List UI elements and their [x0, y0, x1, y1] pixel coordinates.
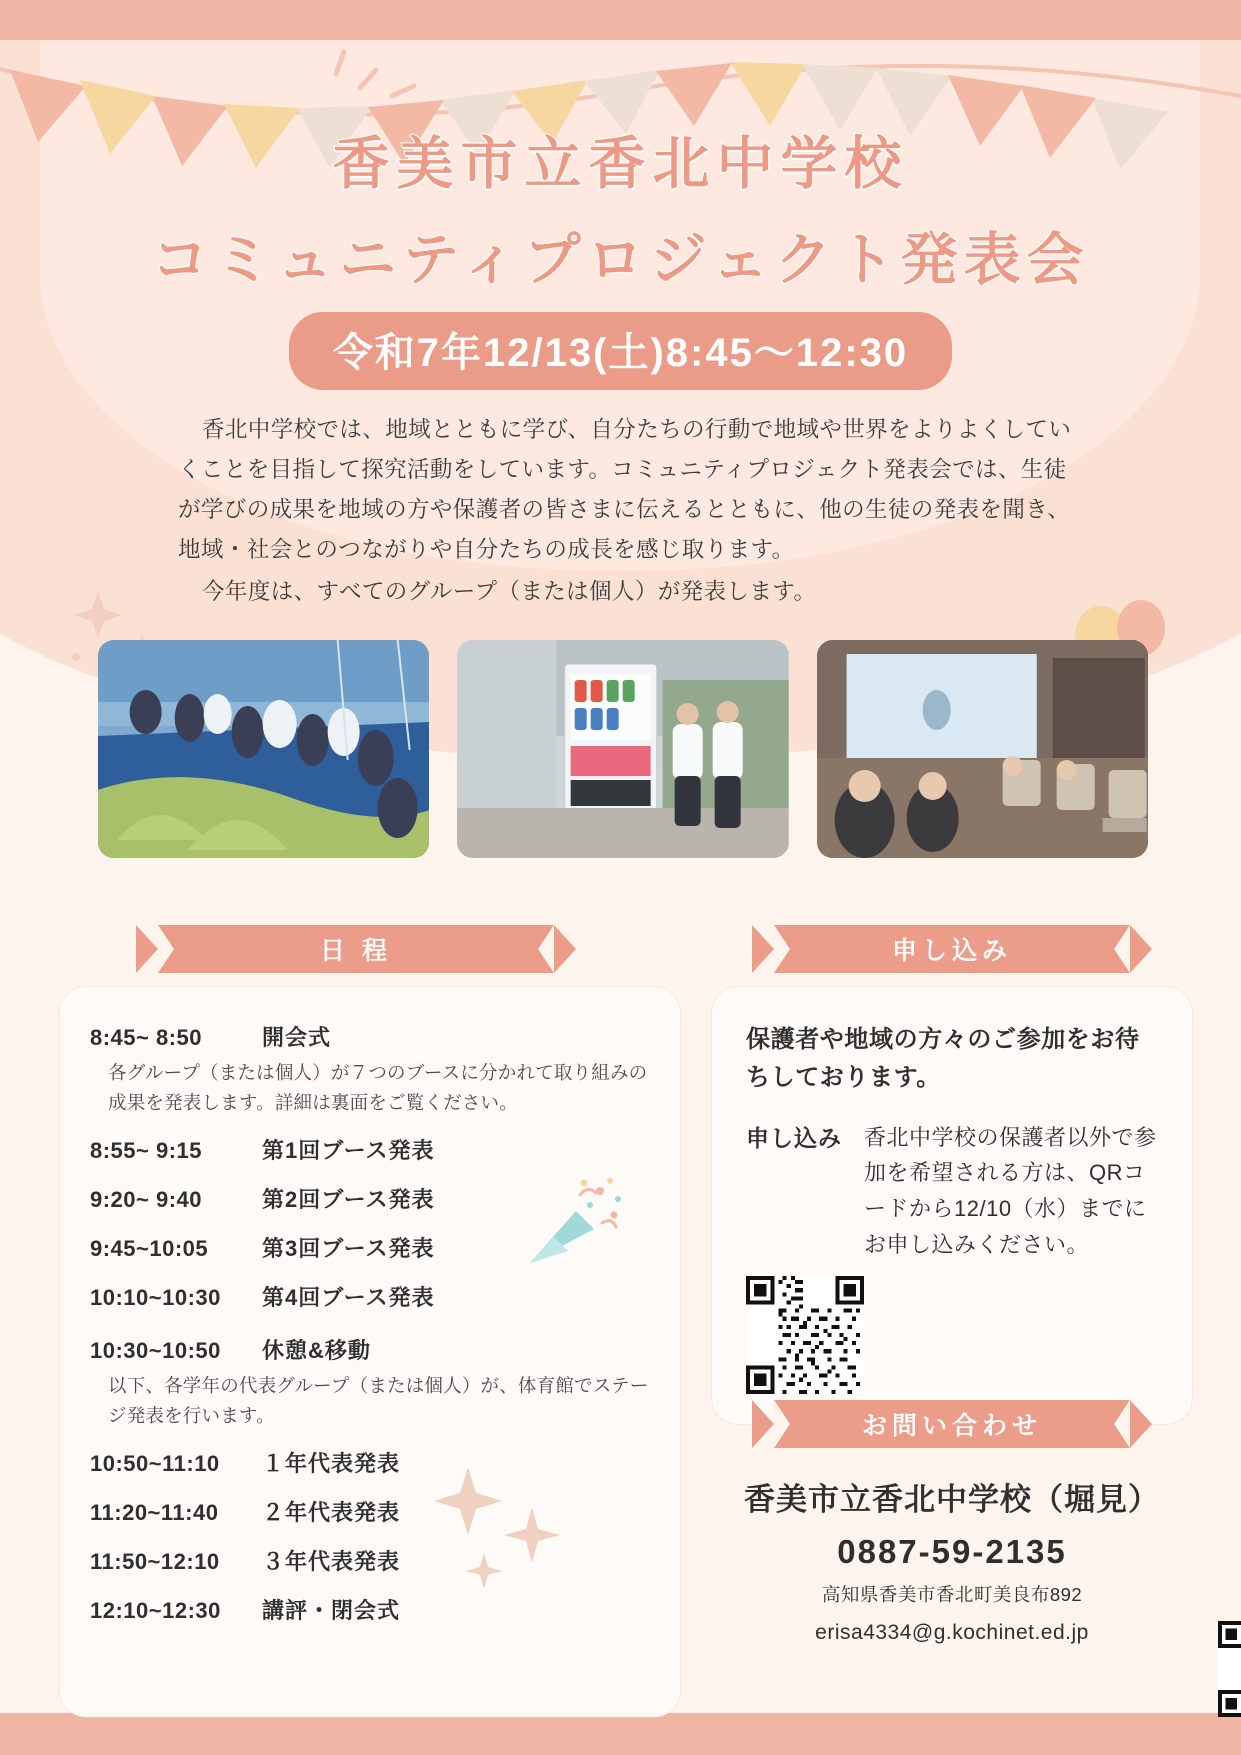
application-ribbon — [774, 925, 1130, 973]
schedule-time: 8:55~ 9:15 — [90, 1137, 203, 1163]
page-title: 香美市立香北中学校 — [332, 132, 909, 196]
intro-paragraph-1: 香北中学校では、地域とともに学び、自分たちの行動で地域や世界をよりよくしていくことを目指して探究活動をしています。コミュニティプロジェクト発表会では、生徒が学びの成果を地域の方や保護者の皆さまに伝えるとともに、他の生徒の発表を聞き、地域・社会とのつながりや自分たちの成長を感じ取ります。 — [178, 417, 1072, 563]
intro-text — [178, 410, 1083, 612]
party-popper-icon — [518, 1167, 628, 1277]
contact-section — [712, 1400, 1192, 1645]
schedule-note-2: 以下、各学年の代表グループ（または個人）が、体育館でステージ発表を行います。 — [108, 1374, 649, 1426]
sparkle-icon — [412, 1437, 592, 1597]
contact-ribbon — [774, 1400, 1130, 1448]
schedule-label: ３年代表発表 — [262, 1548, 401, 1574]
schedule-time: 11:20~11:40 — [90, 1499, 219, 1525]
contact-email: erisa4334@g.kochinet.ed.jp — [815, 1621, 1089, 1644]
schedule-label: ２年代表発表 — [262, 1499, 401, 1525]
contact-phone: 0887-59-2135 — [837, 1533, 1067, 1570]
contact-school-name: 香美市立香北中学校（堀見） — [744, 1482, 1160, 1517]
schedule-label: 第1回ブース発表 — [262, 1137, 435, 1163]
application-card — [712, 987, 1192, 1424]
schedule-time: 8:45~ 8:50 — [90, 1025, 203, 1050]
application-section — [712, 925, 1192, 1424]
application-ribbon-label: 申し込み — [891, 937, 1012, 965]
page-subtitle: コミュニティプロジェクト発表会 — [151, 228, 1090, 292]
contact-address: 高知県香美市香北町美良布892 — [821, 1584, 1083, 1605]
contact-ribbon-label: お問い合わせ — [861, 1412, 1042, 1440]
application-label: 申し込み — [746, 1124, 842, 1151]
schedule-row — [90, 1134, 654, 1165]
schedule-ribbon — [158, 925, 554, 973]
schedule-label: 第3回ブース発表 — [262, 1235, 435, 1261]
schedule-section — [60, 925, 680, 1717]
contact-qr-code[interactable] — [1218, 1621, 1241, 1717]
schedule-row — [90, 1334, 654, 1365]
bottom-color-band — [0, 1713, 1241, 1755]
event-date-badge: 令和7年12/13(土)8:45〜12:30 — [289, 312, 952, 390]
photo-students-harvesting — [98, 640, 429, 858]
poster-header — [0, 118, 1241, 390]
schedule-label: １年代表発表 — [262, 1450, 401, 1476]
application-lead-text: 保護者や地域の方々のご参加をお待ちしております。 — [746, 1026, 1140, 1092]
schedule-time: 9:45~10:05 — [90, 1235, 209, 1261]
schedule-time: 9:20~ 9:40 — [90, 1186, 203, 1212]
schedule-label: 第4回ブース発表 — [262, 1284, 435, 1310]
schedule-label: 第2回ブース発表 — [262, 1186, 435, 1212]
schedule-time: 10:50~11:10 — [90, 1450, 220, 1476]
schedule-row — [90, 1594, 654, 1625]
schedule-note-1: 各グループ（または個人）が７つのブースに分かれて取り組みの成果を発表します。詳細は裏面をご覧ください。 — [108, 1062, 648, 1113]
intro-paragraph-2: 今年度は、すべてのグループ（または個人）が発表します。 — [202, 579, 817, 605]
photo-strip — [98, 640, 1148, 875]
application-qr-code[interactable] — [746, 1276, 864, 1394]
schedule-card — [60, 987, 680, 1717]
schedule-time: 10:10~10:30 — [90, 1284, 221, 1310]
schedule-label: 開会式 — [262, 1025, 332, 1050]
photo-presentation-hall — [817, 640, 1148, 858]
schedule-time: 11:50~12:10 — [90, 1548, 220, 1574]
photo-vending-machine — [457, 640, 788, 858]
schedule-time: 12:10~12:30 — [90, 1597, 221, 1623]
application-instructions: 香北中学校の保護者以外で参加を希望される方は、QRコードから12/10（水）までにお申し込みください。 — [864, 1124, 1157, 1257]
schedule-label: 講評・閉会式 — [262, 1597, 401, 1623]
schedule-row — [90, 1281, 654, 1312]
schedule-ribbon-label: 日 程 — [320, 937, 392, 965]
schedule-time: 10:30~10:50 — [90, 1337, 221, 1363]
schedule-row — [90, 1021, 654, 1052]
schedule-label: 休憩&移動 — [262, 1337, 371, 1363]
